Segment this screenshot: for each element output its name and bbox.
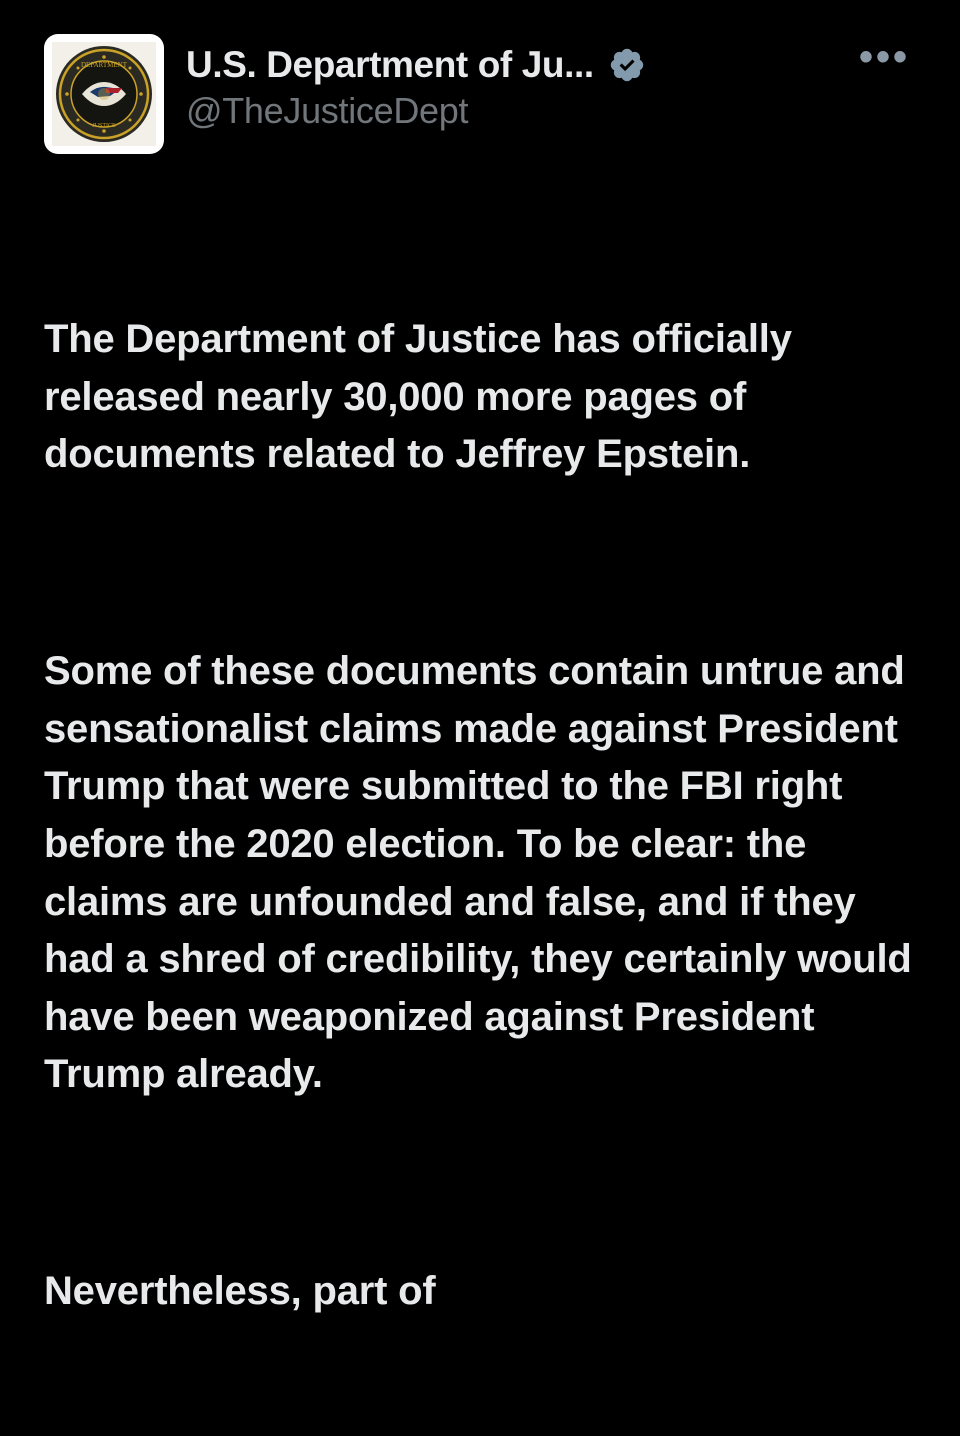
tweet-paragraph: The Department of Justice has officially released nearly 30,000 more pages of documents related to Jeffrey Epstein. bbox=[44, 317, 803, 477]
tweet-paragraph: Some of these documents contain untrue and sensationalist claims made against President Trump that were submitted to the FBI right before the 2020 election. To be clear: the claims are unfounded and false, and if they had a shred of credibility, they certainly would have been weaponized against President Trump already. bbox=[44, 649, 923, 1097]
doj-seal-icon bbox=[52, 42, 156, 146]
account-handle[interactable]: @TheJusticeDept bbox=[186, 90, 469, 131]
verified-badge-icon bbox=[608, 46, 646, 84]
tweet-paragraph: Nevertheless, part of bbox=[44, 1269, 436, 1314]
display-name-row bbox=[186, 35, 916, 86]
avatar[interactable] bbox=[44, 34, 164, 154]
more-options-icon[interactable]: ••• bbox=[858, 35, 910, 79]
tweet-header bbox=[44, 34, 916, 154]
svg-text:DEPARTMENT: DEPARTMENT bbox=[81, 61, 127, 69]
tweet-text bbox=[44, 196, 923, 1436]
display-name[interactable]: U.S. Department of Ju... bbox=[186, 44, 594, 85]
svg-text:JUSTICE: JUSTICE bbox=[92, 123, 116, 129]
account-name-block bbox=[186, 34, 916, 132]
